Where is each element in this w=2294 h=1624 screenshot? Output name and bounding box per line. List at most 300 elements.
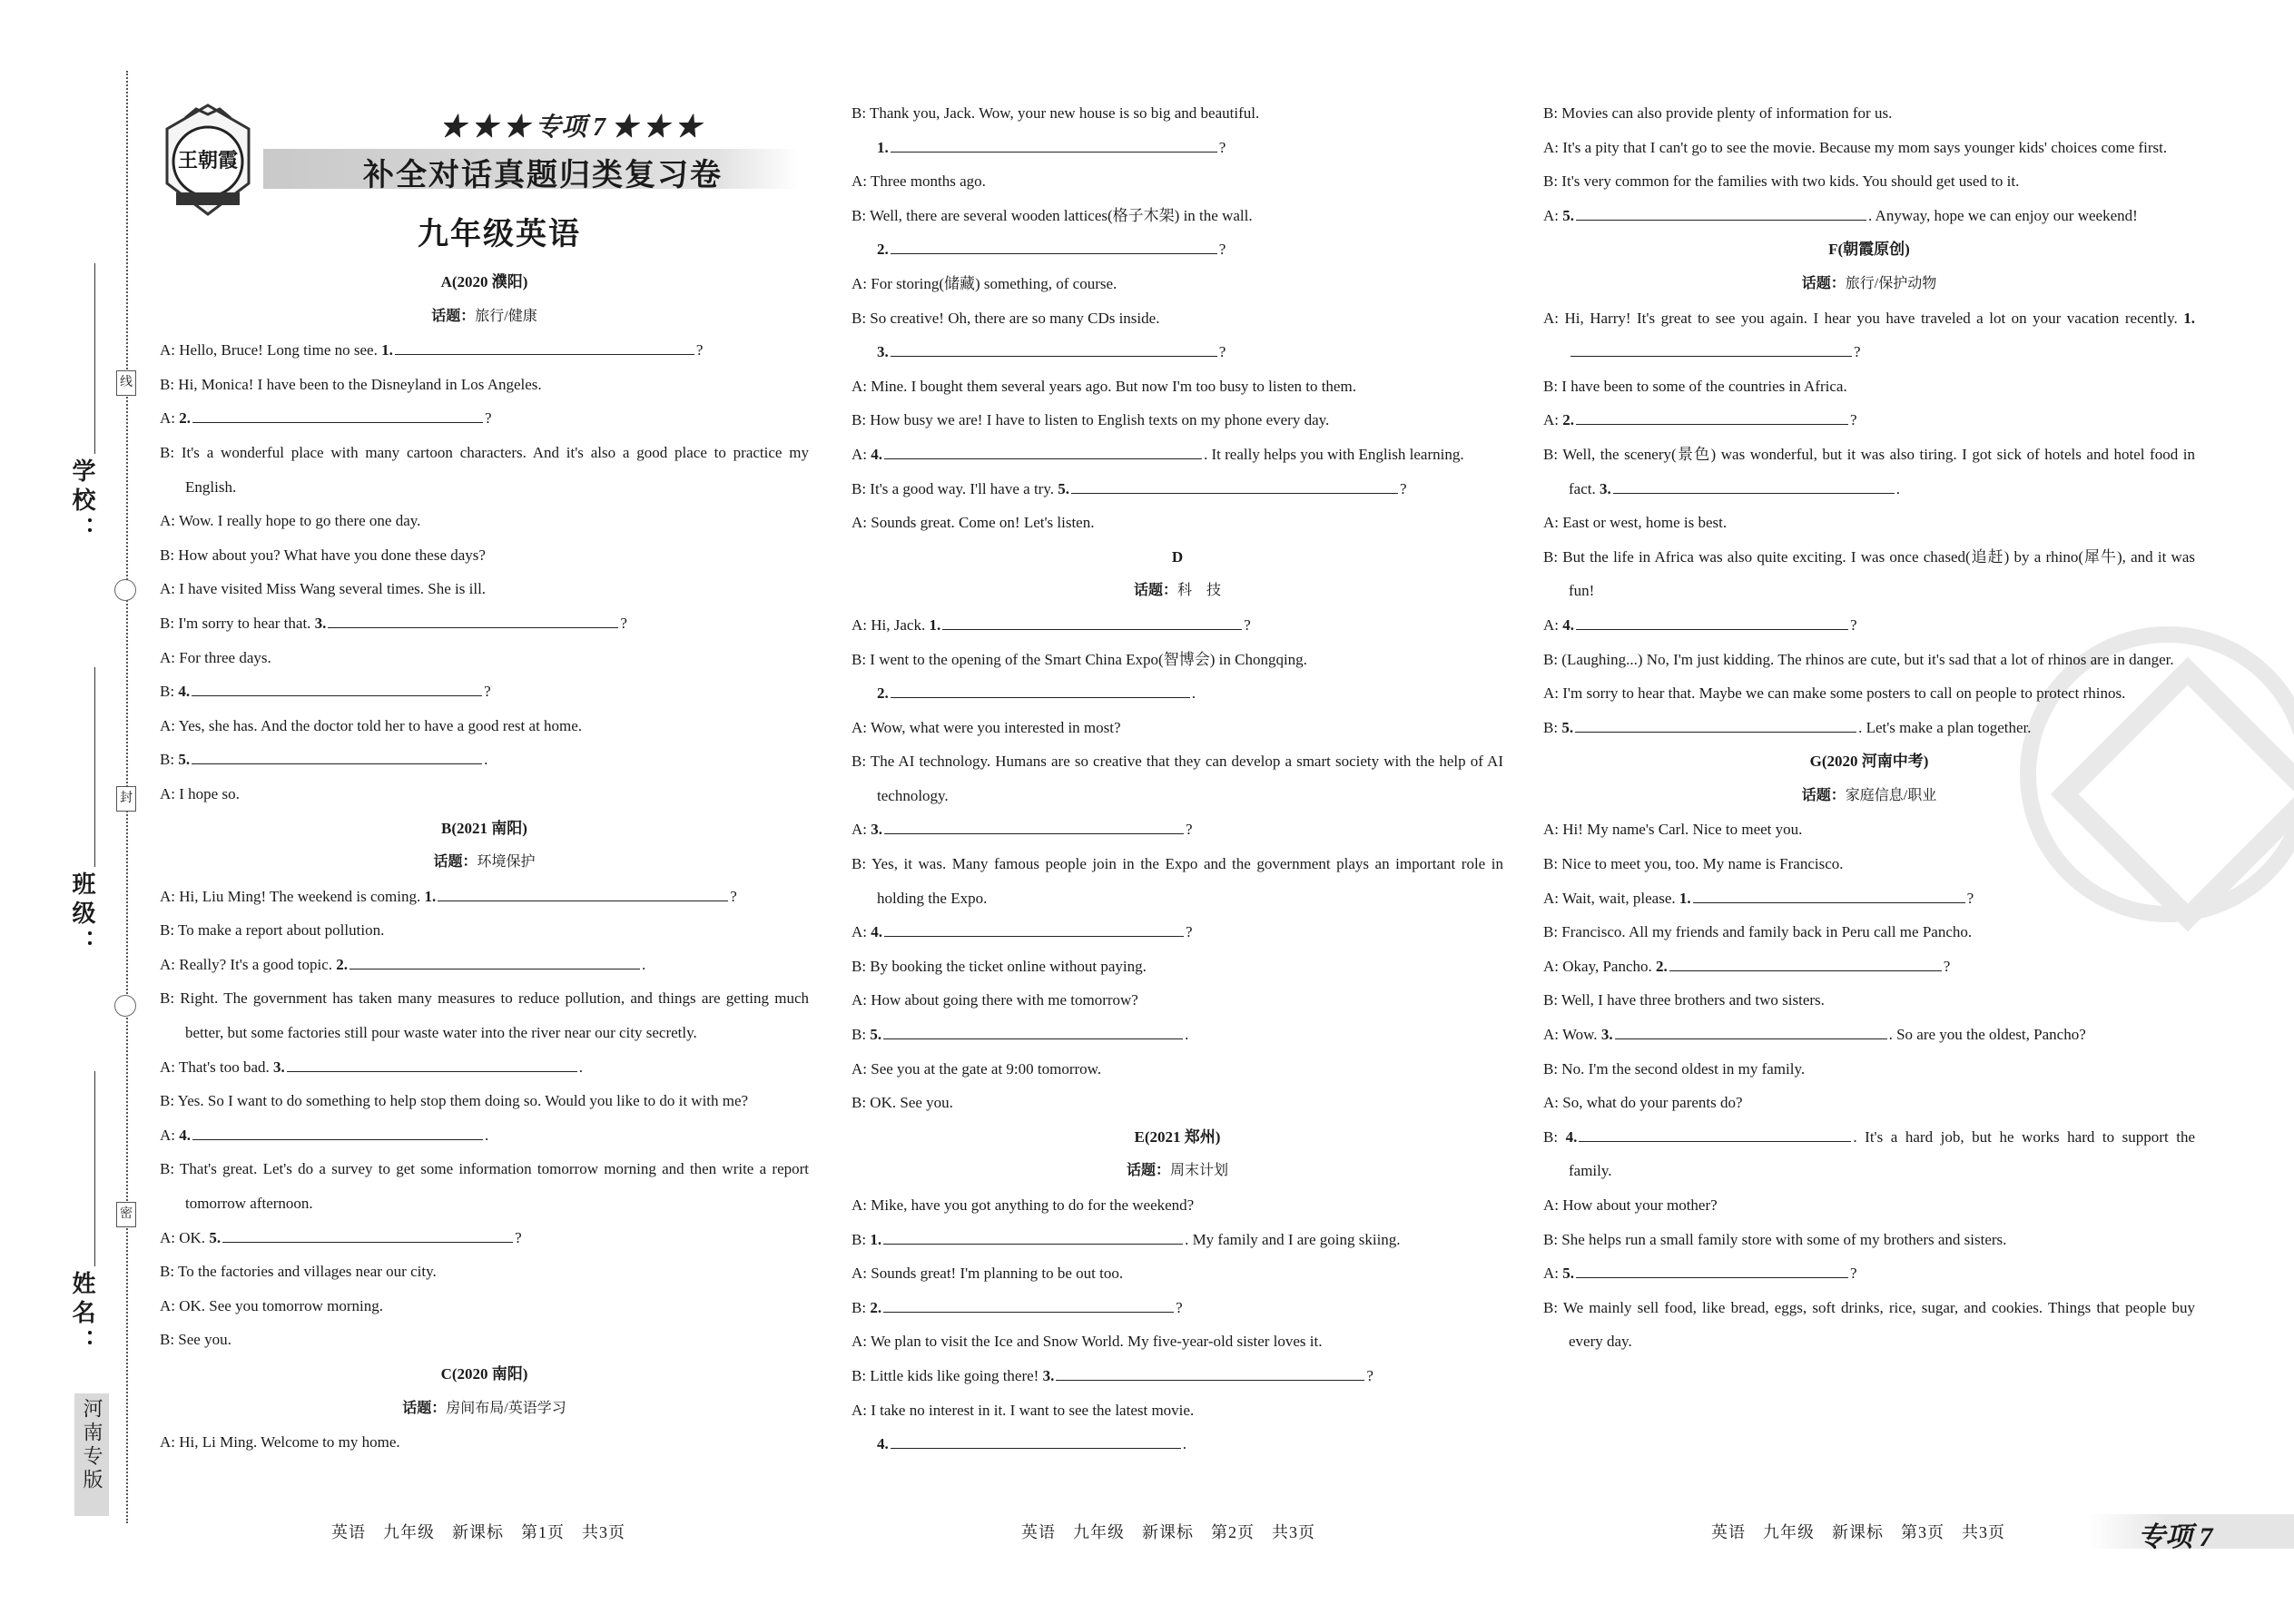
dialogue-line [1543, 96, 2195, 131]
section-topic-f [1543, 267, 2195, 301]
dialogue-text-after: ? [515, 1228, 522, 1246]
question-number: 2. [179, 409, 191, 428]
answer-blank[interactable] [1071, 473, 1398, 494]
dialogue-line [852, 1324, 1503, 1359]
dialogue-line [160, 641, 809, 675]
footer-page-1: 英语 九年级 新课标 第1页 共3页 [331, 1523, 625, 1541]
answer-blank[interactable] [883, 1224, 1183, 1245]
dialogue-line [160, 743, 809, 777]
dialogue-line [1543, 1223, 2195, 1257]
dialogue-text-after: . It's a hard job, but he works hard to support the family. [1569, 1127, 2196, 1180]
dialogue-line [852, 608, 1503, 643]
dialogue-line [852, 812, 1503, 847]
dialogue-text: A: We plan to visit the Ice and Snow World. My five-year-old sister loves it. [852, 1333, 1323, 1351]
answer-blank[interactable] [1693, 882, 1965, 903]
dialogue-text: A: Hi! My name's Carl. Nice to meet you. [1543, 821, 1803, 839]
question-number: 3. [314, 614, 327, 632]
dialogue-text: B: [1543, 1127, 1566, 1146]
dialogue-text: A: Mike, have you got anything to do for the weekend? [852, 1196, 1195, 1214]
dialogue-text-after: ? [485, 409, 492, 428]
answer-blank[interactable] [192, 743, 482, 764]
dialogue-text: A: Wait, wait, please. [1543, 889, 1679, 907]
class-underline [94, 667, 95, 867]
dialogue-line [852, 472, 1503, 507]
question-number: 2. [336, 955, 349, 973]
section-topic-e [852, 1154, 1503, 1188]
dialogue-line [852, 1052, 1503, 1087]
dialogue-text-after: . [1191, 684, 1196, 703]
dialogue-line [1543, 540, 2195, 608]
topic-label: 话题： [402, 1400, 447, 1416]
dialogue-text: B: I'm sorry to hear that. [160, 614, 315, 632]
answer-blank[interactable] [1576, 1257, 1848, 1278]
answer-blank[interactable] [891, 132, 1217, 153]
dialogue-text-after: ? [1850, 615, 1857, 634]
dialogue-line [160, 1084, 809, 1118]
dialogue-line [1543, 131, 2195, 165]
footer-page-2: 英语 九年级 新课标 第2页 共3页 [1021, 1523, 1315, 1541]
dialogue-text-after: . It really helps you with English learning. [1204, 445, 1464, 463]
dialogue-text: A: OK. [160, 1228, 210, 1246]
dialogue-text: B: How busy we are! I have to listen to English texts on my phone every day. [852, 411, 1330, 429]
dialogue-line [852, 847, 1503, 915]
topic-value: 旅行/健康 [475, 308, 537, 324]
dialogue-text-after: ? [1366, 1366, 1373, 1384]
dialogue-line [852, 438, 1503, 472]
answer-blank[interactable] [1613, 473, 1895, 494]
dialogue-text: A: [160, 409, 180, 428]
question-number: 1. [424, 887, 437, 905]
answer-blank[interactable] [350, 949, 640, 969]
dialogue-line [852, 506, 1503, 540]
class-label: 班级： [69, 871, 95, 959]
dialogue-line [1543, 1052, 2195, 1087]
topic-label: 话题： [433, 854, 478, 871]
section-topic-d [852, 574, 1503, 608]
dialogue-line [1543, 403, 2195, 438]
dialogue-line [852, 1018, 1503, 1052]
binding-circle-1 [114, 579, 136, 601]
dialogue-text: A: [1543, 615, 1563, 634]
question-number: 5. [1561, 718, 1574, 736]
dialogue-line [160, 913, 809, 948]
logo [158, 102, 258, 220]
dialogue-line [160, 368, 809, 402]
dialogue-text-after: ? [1218, 138, 1226, 156]
dialogue-text: A: How about going there with me tomorrow? [852, 991, 1138, 1009]
dialogue-text: B: It's a wonderful place with many cartoon characters. And it's also a good place to practice my English. [160, 443, 809, 496]
question-number: 2. [870, 1298, 882, 1316]
dialogue-text: B: Nice to meet you, too. My name is Francisco. [1543, 855, 1844, 873]
dialogue-text-after: ? [1943, 957, 1951, 975]
question-number: 1. [2183, 309, 2195, 327]
dialogue-line [852, 232, 1503, 267]
topic-value: 旅行/保护动物 [1845, 275, 1937, 291]
answer-blank[interactable] [884, 438, 1202, 459]
answer-blank[interactable] [891, 677, 1190, 698]
topic-value: 周末计划 [1170, 1163, 1229, 1179]
seal-mark-line: 线 [116, 370, 136, 396]
dialogue-text-after: . [1185, 1026, 1189, 1044]
dialogue-text: A: Hi, Li Ming. Welcome to my home. [160, 1433, 400, 1452]
dialogue-text: B: It's a good way. I'll have a try. [852, 479, 1058, 497]
answer-blank[interactable] [192, 402, 483, 423]
dialogue-text: A: [852, 445, 871, 463]
dialogue-line [1543, 301, 2195, 369]
dialogue-text: B: Well, I have three brothers and two sisters. [1543, 991, 1825, 1009]
answer-blank[interactable] [1669, 950, 1942, 971]
dialogue-text: A: For three days. [160, 648, 271, 666]
dialogue-text: A: East or west, home is best. [1543, 514, 1728, 532]
answer-blank[interactable] [884, 916, 1184, 937]
dialogue-line [160, 1118, 809, 1153]
dialogue-line [1543, 711, 2195, 745]
dialogue-line [852, 1359, 1503, 1393]
answer-blank[interactable] [1576, 200, 1866, 221]
dialogue-text: B: Right. The government has taken many measures to reduce pollution, and things are getting much better, but some factories still pour waste water into the river near our city secretly. [160, 989, 809, 1042]
question-number: 3. [1600, 1026, 1613, 1044]
dialogue-text-after: . Anyway, hope we can enjoy our weekend! [1868, 206, 2138, 224]
dialogue-text: B: I went to the opening of the Smart China Expo(智博会) in Chongqing. [852, 650, 1307, 668]
dialogue-line [160, 333, 809, 368]
dialogue-text: B: Francisco. All my friends and family back in Peru call me Pancho. [1543, 923, 1973, 941]
dialogue-text: A: Yes, she has. And the doctor told her to have a good rest at home. [160, 716, 583, 734]
dialogue-text: B: [852, 1230, 871, 1248]
dialogue-text: A: Sounds great! I'm planning to be out too. [852, 1265, 1124, 1283]
dialogue-line [160, 1289, 809, 1324]
column-3 [1543, 96, 2195, 1359]
dialogue-line [1543, 643, 2195, 677]
dialogue-text: B: To the factories and villages near our city. [160, 1263, 437, 1281]
answer-blank[interactable] [1570, 336, 1852, 357]
question-number: 5. [1058, 479, 1069, 497]
dialogue-text: B: I have been to some of the countries in Africa. [1543, 377, 1847, 395]
question-number: 1. [877, 138, 889, 156]
dialogue-text: A: [1543, 206, 1563, 224]
dialogue-text: A: I hope so. [160, 784, 240, 802]
question-number: 2. [877, 684, 889, 703]
question-number: 3. [877, 343, 889, 361]
answer-blank[interactable] [891, 336, 1217, 357]
question-number: 5. [1562, 1265, 1574, 1283]
name-underline [94, 1071, 95, 1266]
dialogue-text-after: ? [620, 614, 627, 632]
logo-text: 王朝霞 [178, 149, 239, 172]
question-number: 4. [877, 1435, 889, 1453]
dialogue-line [1543, 881, 2195, 916]
dialogue-line [1543, 812, 2195, 847]
section-title-a: A(2020 濮阳) [440, 273, 528, 290]
dialogue-text: A: Three months ago. [852, 172, 986, 191]
dialogue-line [852, 950, 1503, 984]
dialogue-line [852, 369, 1503, 404]
dialogue-line [1543, 915, 2195, 950]
dialogue-line [852, 643, 1503, 677]
school-underline [94, 263, 95, 454]
dialogue-text: A: [852, 821, 871, 839]
answer-blank[interactable] [942, 609, 1242, 630]
dialogue-text: B: That's great. Let's do a survey to get some information tomorrow morning and then write a report tomorrow afternoon. [160, 1160, 809, 1213]
dialogue-line [852, 1256, 1503, 1291]
column-2 [852, 96, 1503, 1462]
answer-blank[interactable] [192, 1119, 483, 1140]
dialogue-text: A: Wow. [1543, 1026, 1601, 1044]
dialogue-text: B: But the life in Africa was also quite exciting. I was once chased(追赶) by a rhino(犀牛), and it was fun! [1543, 547, 2195, 600]
dialogue-text: A: Wow. I really hope to go there one day. [160, 512, 421, 530]
answer-blank[interactable] [891, 233, 1217, 254]
dialogue-line [160, 948, 809, 982]
dialogue-line [852, 131, 1503, 165]
edition-label: 河南专版 [81, 1398, 103, 1492]
question-number: 2. [1656, 957, 1668, 975]
dialogue-text-after: . Let's make a plan together. [1858, 718, 2032, 736]
section-topic-a [160, 300, 809, 334]
dialogue-text: A: [1543, 1265, 1563, 1283]
dialogue-text: B: [1543, 718, 1562, 736]
dialogue-line [160, 1050, 809, 1085]
dialogue-text-after: . So are you the oldest, Pancho? [1888, 1026, 2086, 1044]
dialogue-text: B: OK. See you. [852, 1094, 953, 1112]
dialogue-text: B: Well, there are several wooden lattices(格子木架) in the wall. [852, 206, 1253, 224]
dialogue-text: B: Little kids like going there! [852, 1366, 1043, 1384]
dialogue-text: A: I have visited Miss Wang several times. She is ill. [160, 580, 487, 598]
dialogue-line [160, 504, 809, 538]
dialogue-text: A: Hello, Bruce! Long time no see. [160, 341, 382, 359]
dialogue-text: B: No. I'm the second oldest in my family. [1543, 1059, 1806, 1078]
dialogue-text-after: . [1895, 479, 1900, 497]
topic-value: 房间布局/英语学习 [446, 1400, 566, 1416]
dialogue-line [160, 1221, 809, 1255]
dialogue-line [1543, 676, 2195, 711]
dialogue-text: B: See you. [160, 1331, 231, 1349]
dialogue-text: B: We mainly sell food, like bread, eggs, soft drinks, rice, sugar, and cookies. Things that people buy every day. [1543, 1298, 2195, 1351]
dialogue-text-after: . [485, 1126, 489, 1144]
dialogue-text: A: Okay, Pancho. [1543, 957, 1657, 975]
section-title-e: E(2021 郑州) [1134, 1127, 1221, 1146]
page-title: 补全对话真题归类复习卷 [363, 157, 723, 193]
dialogue-text-after: ? [730, 887, 737, 905]
dialogue-line [1543, 369, 2195, 404]
dialogue-line [160, 1255, 809, 1289]
name-label: 姓名： [69, 1271, 95, 1358]
dialogue-line [160, 981, 809, 1049]
dialogue-text-after: ? [1850, 411, 1857, 429]
dialogue-line [852, 301, 1503, 336]
dialogue-text: B: So creative! Oh, there are so many CDs inside. [852, 309, 1160, 327]
school-label: 学校： [69, 458, 95, 546]
dialogue-line [160, 572, 809, 606]
answer-blank[interactable] [884, 813, 1184, 834]
dialogue-text: B: (Laughing...) No, I'm just kidding. The rhinos are cute, but it's sad that a lot of rhinos are in danger. [1543, 650, 2174, 668]
answer-blank[interactable] [287, 1051, 577, 1072]
answer-blank[interactable] [192, 675, 482, 696]
dialogue-text: A: Sounds great. Come on! Let's listen. [852, 514, 1095, 532]
dialogue-line [1543, 1018, 2195, 1052]
dialogue-line [1543, 1086, 2195, 1120]
dialogue-line [852, 335, 1503, 369]
dialogue-text: A: Really? It's a good topic. [160, 955, 337, 973]
dialogue-line [852, 915, 1503, 950]
dialogue-text: B: It's very common for the families with two kids. You should get used to it. [1543, 172, 2020, 191]
dialogue-text: A: I'm sorry to hear that. Maybe we can make some posters to call on people to protect rhinos. [1543, 684, 2126, 703]
dialogue-line [852, 199, 1503, 233]
dialogue-line [160, 606, 809, 641]
dialogue-text: A: Mine. I bought them several years ago. But now I'm too busy to listen to them. [852, 377, 1356, 395]
dialogue-text: B: [160, 751, 179, 769]
answer-blank[interactable] [883, 1292, 1174, 1313]
question-number: 4. [179, 1126, 191, 1144]
answer-blank[interactable] [1579, 1121, 1851, 1142]
section-title-f: F(朝霞原创) [1828, 241, 1910, 259]
answer-blank[interactable] [222, 1222, 513, 1243]
answer-blank[interactable] [438, 881, 728, 901]
dialogue-line [1543, 1188, 2195, 1223]
question-number: 4. [871, 445, 882, 463]
dialogue-text: B: [852, 1298, 871, 1316]
dialogue-text-after: ? [1218, 241, 1226, 259]
dialogue-text-after: ? [1186, 821, 1193, 839]
question-number: 2. [877, 241, 889, 259]
question-number: 4. [178, 683, 191, 701]
dialogue-line [1543, 1120, 2195, 1188]
section-topic-b [160, 845, 809, 880]
dialogue-line [852, 403, 1503, 438]
dialogue-line [160, 777, 809, 812]
dialogue-text: B: She helps run a small family store with some of my brothers and sisters. [1543, 1230, 2007, 1248]
answer-blank[interactable] [328, 607, 618, 628]
question-number: 4. [871, 923, 882, 941]
topic-label: 话题： [1801, 275, 1846, 291]
dialogue-line [160, 436, 809, 504]
question-number: 5. [209, 1228, 222, 1246]
dialogue-text: A: [1543, 411, 1563, 429]
dialogue-text: A: For storing(储藏) something, of course. [852, 274, 1117, 292]
question-number: 1. [870, 1230, 882, 1248]
dialogue-line [160, 1152, 809, 1220]
dialogue-text: B: Well, the scenery(景色) was wonderful, but it was also tiring. I got sick of hotels and hotel food in fact. [1543, 445, 2195, 497]
answer-blank[interactable] [1576, 609, 1848, 630]
dialogue-line [1543, 1291, 2195, 1359]
seal-mark-secret: 密 [116, 1202, 136, 1227]
dialogue-line [852, 1393, 1503, 1428]
dialogue-text: B: Yes, it was. Many famous people join in the Expo and the government plays an important role in holding the Expo. [852, 855, 1503, 907]
dialogue-line [160, 1323, 809, 1357]
dialogue-text: A: See you at the gate at 9:00 tomorrow. [852, 1059, 1102, 1078]
footer-page-3: 英语 九年级 新课标 第3页 共3页 [1711, 1523, 2005, 1541]
dialogue-line [160, 880, 809, 914]
dialogue-text: A: [160, 1126, 180, 1144]
dialogue-line [160, 401, 809, 436]
topic-label: 话题： [1133, 583, 1177, 599]
topic-value: 环境保护 [477, 854, 536, 871]
dialogue-text-after: ? [1399, 479, 1407, 497]
dialogue-text: A: I take no interest in it. I want to see the latest movie. [852, 1401, 1195, 1419]
dialogue-text-after: ? [484, 683, 491, 701]
topic-label: 话题： [1126, 1163, 1170, 1179]
dialogue-line [852, 1427, 1503, 1462]
topic-value: 家庭信息/职业 [1845, 787, 1937, 803]
dialogue-text: A: Hi, Jack. [852, 615, 930, 634]
dialogue-text-after: . [642, 955, 646, 973]
dialogue-text: B: Movies can also provide plenty of information for us. [1543, 104, 1893, 122]
dialogue-text: A: Hi, Liu Ming! The weekend is coming. [160, 887, 425, 905]
question-number: 3. [1599, 479, 1611, 497]
dialogue-text-after: ? [1176, 1298, 1183, 1316]
question-number: 1. [1679, 889, 1691, 907]
section-title-d: D [1171, 547, 1184, 566]
dialogue-text-after: ? [1966, 889, 1974, 907]
dialogue-line [1543, 608, 2195, 643]
dialogue-text: B: Hi, Monica! I have been to the Disneyland in Los Angeles. [160, 375, 542, 393]
question-number: 3. [871, 821, 882, 839]
dialogue-line [1543, 950, 2195, 984]
dialogue-text: B: By booking the ticket online without paying. [852, 957, 1147, 975]
question-number: 1. [381, 341, 393, 359]
section-topic-c [160, 1392, 809, 1426]
section-title-g: G(2020 河南中考) [1809, 753, 1929, 771]
dialogue-text-after: ? [1854, 343, 1861, 361]
dialogue-text: A: [852, 923, 871, 941]
dialogue-line [852, 676, 1503, 711]
dialogue-line [852, 1223, 1503, 1257]
dialogue-line [852, 267, 1503, 301]
answer-blank[interactable] [1615, 1019, 1887, 1039]
binding-circle-2 [114, 995, 136, 1017]
dialogue-text: B: To make a report about pollution. [160, 921, 385, 940]
topic-label: 话题： [1801, 787, 1846, 803]
question-number: 5. [178, 751, 191, 769]
question-number: 2. [1562, 411, 1574, 429]
seal-mark-seal: 封 [116, 786, 136, 812]
dialogue-text: B: [160, 683, 179, 701]
answer-blank[interactable] [1575, 712, 1856, 733]
dialogue-line [852, 744, 1503, 812]
section-title-c: C(2020 南阳) [440, 1365, 528, 1383]
question-number: 1. [929, 615, 941, 634]
answer-blank[interactable] [395, 334, 694, 355]
dialogue-line [852, 1086, 1503, 1120]
dialogue-text: A: So, what do your parents do? [1543, 1094, 1743, 1112]
dialogue-line [160, 1425, 809, 1460]
question-number: 4. [1562, 615, 1574, 634]
answer-blank[interactable] [891, 1428, 1181, 1449]
dialogue-line [1543, 199, 2195, 233]
topic-label: 话题： [431, 308, 476, 324]
column-1 [160, 265, 809, 1460]
dialogue-line [1543, 1256, 2195, 1291]
dialogue-line [1543, 438, 2195, 506]
question-number: 4. [1565, 1127, 1578, 1146]
question-number: 3. [1042, 1366, 1055, 1384]
topic-value: 科 技 [1177, 583, 1222, 599]
answer-blank[interactable] [1056, 1360, 1364, 1381]
dialogue-text-after: . [578, 1058, 584, 1076]
section-topic-g [1543, 779, 2195, 813]
dialogue-text-after: . [484, 751, 488, 769]
dialogue-text: B: The AI technology. Humans are so creative that they can develop a smart society with the help of AI technology. [852, 753, 1503, 804]
dialogue-text-after: ? [695, 341, 704, 359]
dialogue-line [852, 1291, 1503, 1325]
answer-blank[interactable] [1576, 404, 1848, 425]
dialogue-line [160, 538, 809, 573]
question-number: 3. [273, 1058, 285, 1076]
special-label: ★ ★ ★ 专项 7 ★ ★ ★ [440, 113, 702, 142]
question-number: 5. [870, 1026, 882, 1044]
dialogue-text: A: How about your mother? [1543, 1196, 1718, 1214]
answer-blank[interactable] [883, 1019, 1183, 1039]
dialogue-line [160, 674, 809, 709]
dialogue-line [852, 1188, 1503, 1223]
